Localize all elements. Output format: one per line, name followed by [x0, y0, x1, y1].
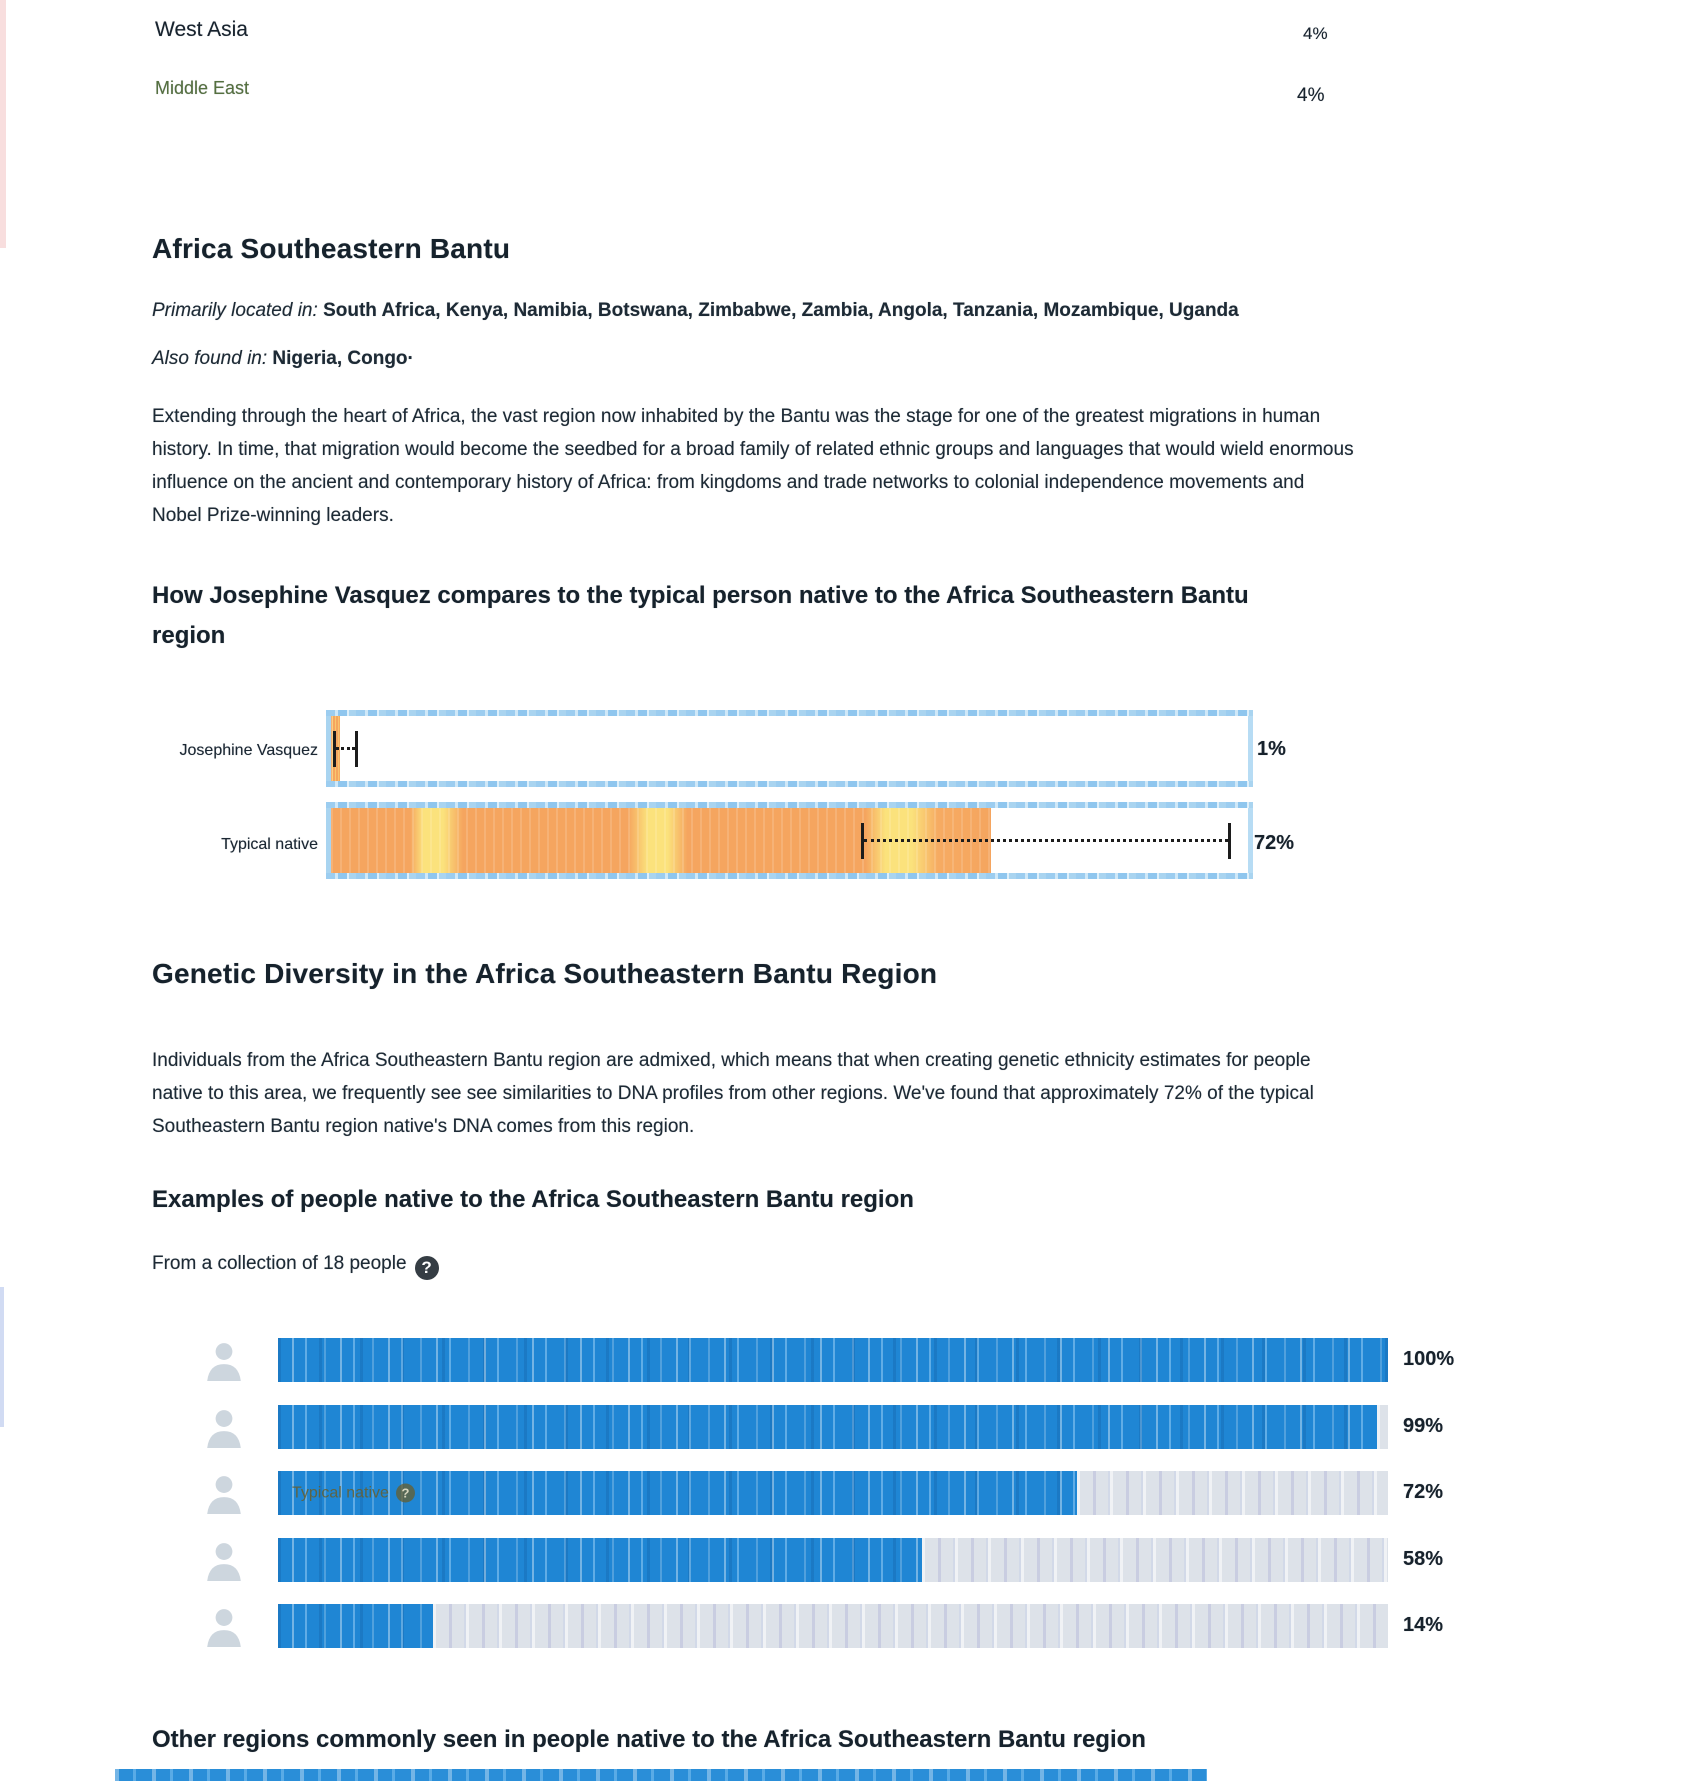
example-bar-fill	[278, 1405, 1377, 1449]
person-icon	[203, 1406, 245, 1450]
example-bar-fill	[278, 1471, 1077, 1515]
cutoff-chart-bar	[115, 1769, 1207, 1781]
example-row-value: 100%	[1403, 1348, 1455, 1370]
comparison-bar-josephine	[326, 710, 1253, 787]
example-bar	[278, 1471, 1388, 1515]
region-list-value-middle-east: 4%	[1297, 85, 1325, 106]
example-row	[0, 1538, 1695, 1582]
help-icon[interactable]: ?	[396, 1484, 415, 1503]
error-bar-range	[336, 747, 355, 750]
example-bar	[278, 1538, 1388, 1582]
error-bar-tick	[355, 731, 358, 767]
person-icon	[203, 1472, 245, 1516]
example-bar-remainder	[433, 1604, 1388, 1648]
example-bar	[278, 1338, 1388, 1382]
example-row	[0, 1604, 1695, 1648]
other-regions-heading: Other regions commonly seen in people native to the Africa Southeastern Bantu region	[152, 1726, 1146, 1753]
person-icon	[203, 1605, 245, 1649]
example-bar-fill	[278, 1604, 433, 1648]
also-found-label: Also found in:	[152, 348, 268, 369]
example-bar-remainder	[1077, 1471, 1388, 1515]
error-bar-range	[864, 839, 1228, 842]
help-icon[interactable]: ?	[415, 1256, 439, 1280]
page-title: Africa Southeastern Bantu	[152, 233, 511, 264]
example-row-value: 58%	[1403, 1548, 1444, 1570]
example-bar-remainder	[1377, 1405, 1388, 1449]
example-bar-remainder	[922, 1538, 1388, 1582]
example-bar	[278, 1405, 1388, 1449]
person-icon	[203, 1539, 245, 1583]
example-bar-fill	[278, 1538, 922, 1582]
primarily-located-label: Primarily located in:	[152, 300, 318, 321]
example-row	[0, 1405, 1695, 1449]
examples-heading: Examples of people native to the Africa Southeastern Bantu region	[152, 1186, 914, 1213]
also-found-value: Nigeria, Congo·	[272, 348, 414, 369]
bar-frame-edge	[326, 873, 1253, 879]
comparison-bar-typical-native	[326, 802, 1253, 879]
person-icon	[203, 1339, 245, 1383]
diversity-heading: Genetic Diversity in the Africa Southeastern Bantu Region	[152, 958, 938, 989]
comparison-row-label: Josephine Vasquez	[179, 742, 318, 759]
example-row-typical-native	[0, 1471, 1695, 1515]
region-description: Extending through the heart of Africa, the vast region now inhabited by the Bantu was the stage for one of the greatest migrations in human history. In time, that migration would become the seedbed for a broad family of related ethnic groups and languages that would wield enormous influence on the ancient and contemporary history of Africa: from kingdoms and trade networks to colonial independence movements and Nobel Prize-winning leaders.	[152, 406, 1354, 526]
comparison-heading: How Josephine Vasquez compares to the typical person native to the Africa Southeastern Bantu region	[152, 582, 1249, 649]
region-list-value-west-asia: 4%	[1303, 24, 1328, 43]
collection-note-text: From a collection of 18 people	[152, 1253, 407, 1274]
comparison-row-label: Typical native	[221, 836, 318, 853]
region-list-item-middle-east[interactable]: Middle East	[155, 78, 250, 98]
example-bar-fill	[278, 1338, 1388, 1382]
error-bar-tick	[1228, 823, 1231, 859]
typical-native-label-text: Typical native	[292, 1484, 389, 1501]
example-row-value: 72%	[1403, 1481, 1444, 1503]
primarily-located-value: South Africa, Kenya, Namibia, Botswana, Zimbabwe, Zambia, Angola, Tanzania, Mozambique, Uganda	[323, 300, 1239, 321]
comparison-row-value: 72%	[1254, 832, 1295, 854]
diversity-description: Individuals from the Africa Southeastern Bantu region are admixed, which means that when creating genetic ethnicity estimates for people native to this area, we frequently see see similarities to DNA profiles from other regions. We've found that approximately 72% of the typical Southeastern Bantu region native's DNA comes from this region.	[152, 1050, 1314, 1137]
scan-artifact-left-pink	[0, 0, 6, 248]
collection-note	[152, 1253, 439, 1280]
region-list-item-west-asia: West Asia	[155, 18, 248, 41]
example-row-value: 14%	[1403, 1614, 1444, 1636]
example-row-value: 99%	[1403, 1415, 1444, 1437]
primarily-located-line	[152, 300, 1412, 322]
comparison-row-value: 1%	[1257, 738, 1286, 760]
typical-native-bar-label	[292, 1484, 415, 1503]
also-found-line	[152, 348, 1352, 370]
example-bar	[278, 1604, 1388, 1648]
bar-frame-edge	[326, 781, 1253, 787]
example-row	[0, 1338, 1695, 1382]
